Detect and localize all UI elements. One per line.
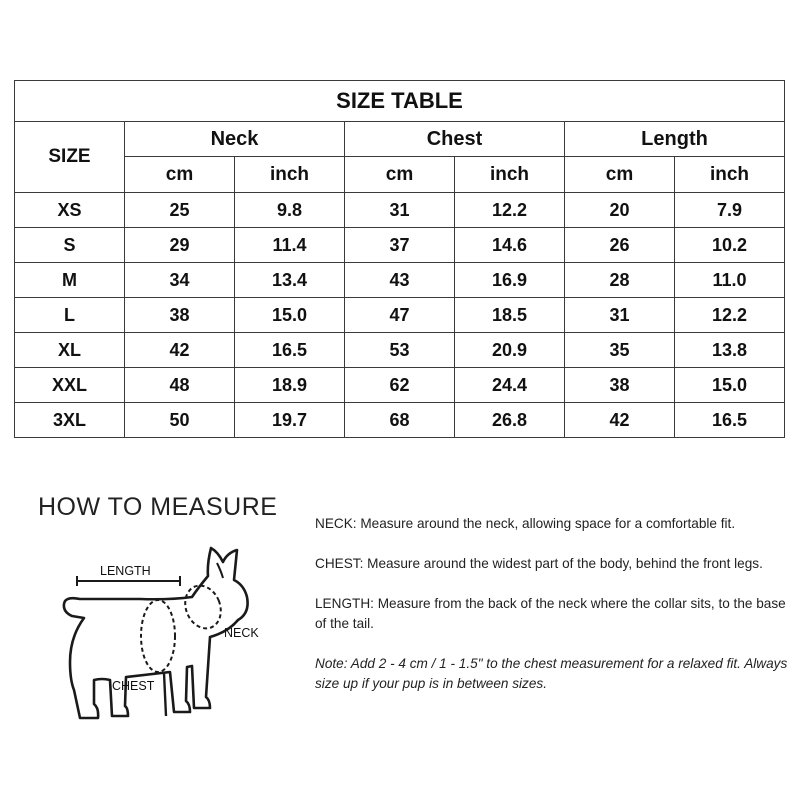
neck-inch-header: inch [235,157,345,193]
size-cell: 3XL [15,403,125,438]
size-cell: XL [15,333,125,368]
chest-header: Chest [345,122,565,157]
neck-inch-cell: 15.0 [235,298,345,333]
neck-header: Neck [125,122,345,157]
chest-label: CHEST [112,679,155,693]
neck-inch-cell: 19.7 [235,403,345,438]
size-cell: M [15,263,125,298]
length-cm-cell: 26 [565,228,675,263]
size-cell: XXL [15,368,125,403]
size-table [14,80,785,438]
neck-instruction: NECK: Measure around the neck, allowing space for a comfortable fit. [315,516,736,531]
neck-label: NECK [224,626,259,640]
chest-inch-cell: 16.9 [455,263,565,298]
length-cm-cell: 31 [565,298,675,333]
chest-cm-cell: 37 [345,228,455,263]
length-inch-cell: 13.8 [675,333,785,368]
measure-instructions [315,514,790,714]
neck-cm-cell: 34 [125,263,235,298]
table-row [15,228,785,263]
size-column-header: SIZE [15,122,125,193]
chest-instruction: CHEST: Measure around the widest part of the body, behind the front legs. [315,556,763,571]
length-label: LENGTH [100,564,151,578]
ear-detail-icon [217,563,223,578]
length-header: Length [565,122,785,157]
length-cm-header: cm [565,157,675,193]
neck-cm-cell: 48 [125,368,235,403]
length-inch-header: inch [675,157,785,193]
neck-inch-cell: 13.4 [235,263,345,298]
length-cm-cell: 28 [565,263,675,298]
chest-inch-cell: 12.2 [455,193,565,228]
neck-inch-cell: 16.5 [235,333,345,368]
size-cell: S [15,228,125,263]
neck-cm-cell: 38 [125,298,235,333]
chest-cm-cell: 47 [345,298,455,333]
dog-outline-icon [64,548,248,718]
chest-cm-cell: 62 [345,368,455,403]
table-row [15,263,785,298]
neck-cm-cell: 42 [125,333,235,368]
length-cm-cell: 20 [565,193,675,228]
fit-note: Note: Add 2 - 4 cm / 1 - 1.5" to the chest measurement for a relaxed fit. Always size up if your pup is in between sizes. [315,656,788,691]
chest-inch-cell: 18.5 [455,298,565,333]
chest-inch-cell: 20.9 [455,333,565,368]
leg-detail-icon [164,673,166,716]
chest-inch-cell: 14.6 [455,228,565,263]
length-inch-cell: 10.2 [675,228,785,263]
length-inch-cell: 16.5 [675,403,785,438]
neck-cm-header: cm [125,157,235,193]
length-inch-cell: 11.0 [675,263,785,298]
length-inch-cell: 12.2 [675,298,785,333]
table-row [15,403,785,438]
chest-cm-cell: 43 [345,263,455,298]
size-cell: L [15,298,125,333]
chest-cm-header: cm [345,157,455,193]
neck-cm-cell: 50 [125,403,235,438]
length-instruction: LENGTH: Measure from the back of the neck where the collar sits, to the base of the tail. [315,596,786,631]
neck-inch-cell: 9.8 [235,193,345,228]
length-cm-cell: 42 [565,403,675,438]
size-cell: XS [15,193,125,228]
table-row [15,298,785,333]
table-row [15,333,785,368]
how-to-measure-title: HOW TO MEASURE [38,493,278,521]
neck-inch-cell: 18.9 [235,368,345,403]
chest-measure-icon [141,600,175,672]
chest-inch-header: inch [455,157,565,193]
length-inch-cell: 7.9 [675,193,785,228]
length-cm-cell: 35 [565,333,675,368]
chest-inch-cell: 24.4 [455,368,565,403]
length-cm-cell: 38 [565,368,675,403]
chest-cm-cell: 53 [345,333,455,368]
table-row [15,368,785,403]
table-title: SIZE TABLE [15,81,785,122]
length-inch-cell: 15.0 [675,368,785,403]
chest-cm-cell: 68 [345,403,455,438]
neck-cm-cell: 29 [125,228,235,263]
neck-cm-cell: 25 [125,193,235,228]
chest-cm-cell: 31 [345,193,455,228]
chest-inch-cell: 26.8 [455,403,565,438]
neck-measure-icon [179,580,227,634]
table-row [15,193,785,228]
dog-measure-diagram [40,540,290,730]
neck-inch-cell: 11.4 [235,228,345,263]
